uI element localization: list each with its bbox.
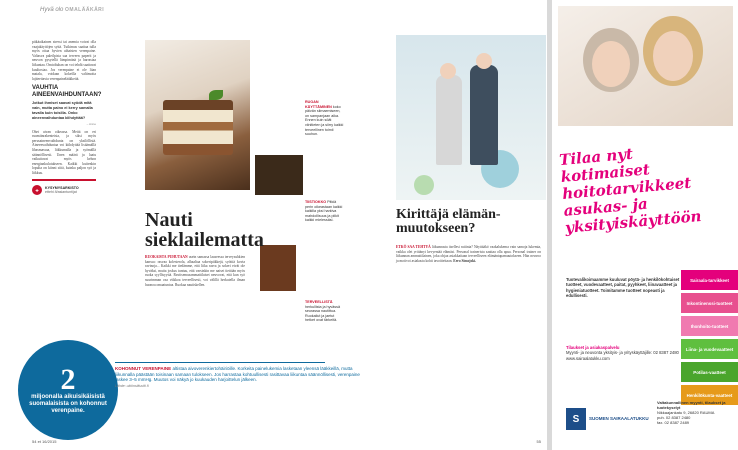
expert-label: KYSYMYSARKISTO ettehi.fi/asiantuntijat	[45, 186, 79, 195]
exercise-photo	[396, 35, 546, 200]
book-thumb-2	[260, 245, 296, 291]
ad-tab-henkilokunta[interactable]: Henkilökunta-vaatteet	[681, 385, 738, 405]
ad-category-tabs	[681, 270, 738, 408]
left-footer: 54 et 16/2015	[32, 439, 57, 444]
book-thumb-1	[255, 155, 303, 195]
stat-text: miljoonalla aikuisikäisistä suomalaisista on kohonnut verenpaine.	[29, 393, 107, 414]
right-page	[370, 0, 547, 450]
question-title: VAUHTIA AINEENVAIHDUNTAAN?	[32, 85, 102, 99]
leaf-garnish	[209, 90, 223, 100]
client-figure	[470, 65, 498, 165]
food-article-title: Nauti sieklailematta	[145, 209, 264, 251]
face	[440, 63, 456, 79]
face	[653, 31, 693, 81]
ad-text: Tuotevalikoimaamme kuuluvat pöytä- ja henkilökohtaiset tuotteet, vuodevaatteet, paitat, pyyhkeet, liinavaatteet ja hygieniatuotteet. Toimitamme tuotteet nopeasti ja edullisesti.	[566, 277, 680, 299]
food-article-body: RUOKAISTA PUHUTAAN usein samassa lauseessa terveysuhkien kanssa: rasvaa kolesterola, alhaaltaa sokeripiikkejä, syöttiä kovia ravinoja... Kaikki me tiedämme, että liika rasva ja sokeri eivät ole hyväksi, mutta joskus tuntuu, että varsinkin me naiset tiettään myös ruoka syyllisyyttä. Ravitsemusammattilaiset neuvovat, että kun syö suurimman osa viikkoa terveellisesti, voi välillä herkutella ilman huonoa omaatuntoa. Ruokaa nautiskellen.	[145, 255, 245, 287]
answer-text: Ohet aivan oikeassa. Meitä on eri ruumiinrakenteisia, ja siksi myös perusaineenvaihdunta on yksilöllistä. Aineenvaihduntaa voi kiihdyttää lisäämällä lihasmassaa, liikkumalla ja syömällä säännöllisesti. Unen määrä ja laatu vaikuttavat myös kehon energiankulutukseen. Kaikki kuitenkin lopulta on kiinni siitä, kuinka paljon syö ja liikkuu.	[32, 129, 96, 175]
caption-2: TIISTIOKKO Pitkiä perin oikeastaan kaikki kaikilla yksi harkiva mahdollisuus ja piikit kaikki mielessäsi.	[305, 200, 343, 223]
header-section: Hyvä olo	[40, 7, 64, 13]
stat-box: KOHONNUT VERENPAINE altistaa aivoverenkiertohäiriöille. Korkeita painelukemia lasketaan yleensä lääkkeillä, mutta liikunnalla päästään toisinaan samaan tulokseen. Jos harrastaa kohtuullisesti rasittavaa liikuntaa säännöllisesti, verenpaine laskee 3–5 mmHg. Muutos voi näkyä jo kuukauden harjoittelun jälkeen. Lähde: ukkinstituutti.fi	[115, 366, 360, 388]
stat-number: 2	[60, 362, 76, 396]
ad-title: Tilaa nyt kotimaiset hoitotarvikkeet asukas- ja yksityiskäyttöön	[558, 144, 703, 237]
doctor-icon: ✚	[32, 185, 42, 195]
stat-circle	[18, 340, 118, 440]
face	[476, 53, 492, 69]
trainer-figure	[436, 75, 462, 165]
caption-3: TERVEELLISTÄ herkullista ja hyvässä seurassa nautittua. Ruokailut ja jaetut hetket ovat tärkeitä.	[305, 300, 341, 323]
ad-order-info: Tilaukset ja asiakaspalvelu Myynti- ja neuvonta yksityis- ja yrityskäyttäjille: 02 8387 2480 www.sairaalatukku.com	[566, 345, 679, 361]
expert-box	[32, 185, 96, 195]
exercise-article-body: ETKÖ SAA TEHTYÄ liikunnasta itsellesi rutiinia? Näyttääkö vaakalukema vain samoja lukemia, vaikka olet yrittänyt kevyentää elämäsi. Personal trainerista saattaa olla apua. Personal trainer on liikunnan ammattilainen, joka ohjaa asiakkaitaan terveelliseen elämäntapamuutokseen. Hän neuvoo ja motivoi asiakasta kohti tavoitteitaan. Eero Simojoki.	[396, 245, 541, 263]
ad-tab-potilas[interactable]: Potilas-vaatteet	[681, 362, 738, 382]
header-label: OMALÄÄKÄRI	[65, 7, 105, 13]
ad-photo	[558, 6, 733, 126]
cake-image	[163, 100, 233, 155]
intro-text: pitkäaikainen stressi tai anemia voivat olla vaajakäyttöjen syitä. Tutkimus saattaa tulla myös ottaa hyvien aihaisten verenpaine. Valtasva paleilpista saa terveen paperit ja neuvon pysytellä lämpimänä ja harrastaa liikuntaa. Omtoltuhan on voi tehdä saattavat kuultostaa. Jos verenpaine ei ole liian matala, voidaan kokeilla valtimoita lajiteettavia verenpainelääkkeitä.	[32, 40, 96, 81]
tiramisu-photo	[145, 40, 250, 190]
logo-icon: S	[566, 408, 586, 430]
ad-contact: Valtakunnallinen myynti, tilaukset ja tuotekyselyt Nikkaajankatu 9, 26820 RAUMA puh. 02 8387 2480 fax. 02 8387 2489	[657, 400, 726, 425]
ad-tab-liina[interactable]: Liina- ja vuodevaatteet	[681, 339, 738, 359]
stat-rule	[115, 362, 325, 363]
ad-page	[552, 0, 738, 450]
left-column	[32, 40, 102, 195]
caption-1: RUOAN KÄYTTÄMINEN koko päivän silmaemiseen, on sampanjaan aika. Ennen kuin söät viinitieten ja siirry kaikki terveellinen toimii suuhun.	[305, 100, 344, 137]
exercise-article-title: Kirittäjä elämän- muutokseen?	[396, 207, 501, 236]
face	[592, 41, 630, 87]
divider	[32, 179, 96, 181]
question-text: Jotkut ihmiset saavat syödä mitä vain, mutta paino ei kerry samalla tavalla kuin toisilla. Onko aineenvaihduntaa kiihdyttää?	[32, 101, 93, 120]
page-header	[40, 7, 104, 13]
ad-tab-inkontinenssi[interactable]: Inkontinenssi-tuotteet	[681, 293, 738, 313]
company-logo: S SUOMEN SAIRAALATUKKU	[566, 408, 649, 430]
ad-tab-ihonhoito[interactable]: Ihonhoito-tuotteet	[681, 316, 738, 336]
right-footer: 55	[536, 439, 541, 444]
question-signature: – Anne	[86, 121, 96, 126]
exercise-ball-2	[414, 175, 434, 195]
ad-tab-sairaala[interactable]: Sairaala-tarvikkeet	[681, 270, 738, 290]
